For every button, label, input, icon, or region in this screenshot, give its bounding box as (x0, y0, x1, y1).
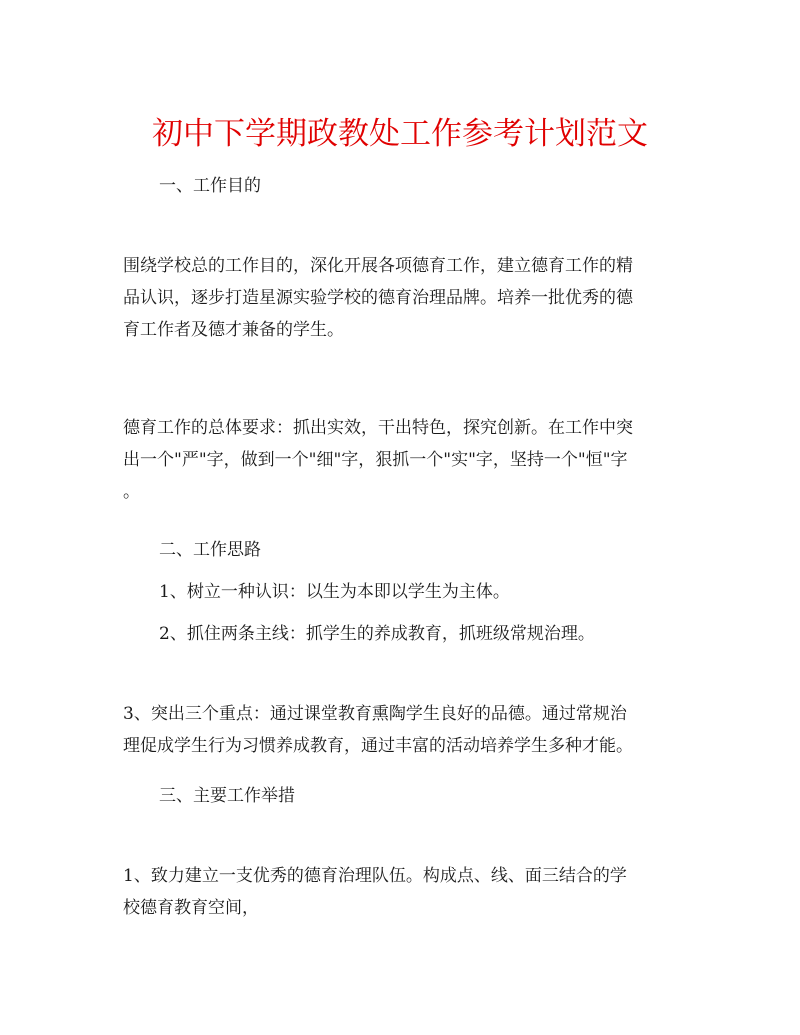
document-title: 初中下学期政教处工作参考计划范文 (152, 116, 648, 152)
paragraph-line: 1、致力建立一支优秀的德育治理队伍。构成点、线、面三结合的学 (123, 866, 627, 886)
paragraph-line: 3、突出三个重点：通过课堂教育熏陶学生良好的品德。通过常规治 (123, 704, 627, 724)
paragraph-4 (123, 860, 683, 924)
paragraph-line: 。 (123, 482, 140, 502)
paragraph-2 (123, 412, 683, 508)
paragraph-line: 校德育教育空间， (123, 898, 259, 918)
paragraph-line: 品认识，逐步打造星源实验学校的德育治理品牌。培养一批优秀的德 (123, 288, 633, 308)
paragraph-1 (123, 250, 683, 346)
section-2-item-1: 1、树立一种认识：以生为本即以学生为主体。 (159, 582, 510, 602)
section-heading-1: 一、工作目的 (159, 176, 261, 196)
paragraph-line: 德育工作的总体要求：抓出实效，干出特色，探究创新。在工作中突 (123, 418, 633, 438)
paragraph-3 (123, 698, 683, 762)
section-heading-2: 二、工作思路 (159, 540, 261, 560)
paragraph-line: 出一个"严"字，做到一个"细"字，狠抓一个"实"字，坚持一个"恒"字 (123, 450, 628, 470)
paragraph-line: 围绕学校总的工作目的，深化开展各项德育工作，建立德育工作的精 (123, 256, 633, 276)
paragraph-line: 理促成学生行为习惯养成教育，通过丰富的活动培养学生多种才能。 (123, 736, 633, 756)
section-2-item-2: 2、抓住两条主线：抓学生的养成教育，抓班级常规治理。 (159, 624, 595, 644)
section-heading-3: 三、主要工作举措 (159, 786, 295, 806)
paragraph-line: 育工作者及德才兼备的学生。 (123, 320, 344, 340)
